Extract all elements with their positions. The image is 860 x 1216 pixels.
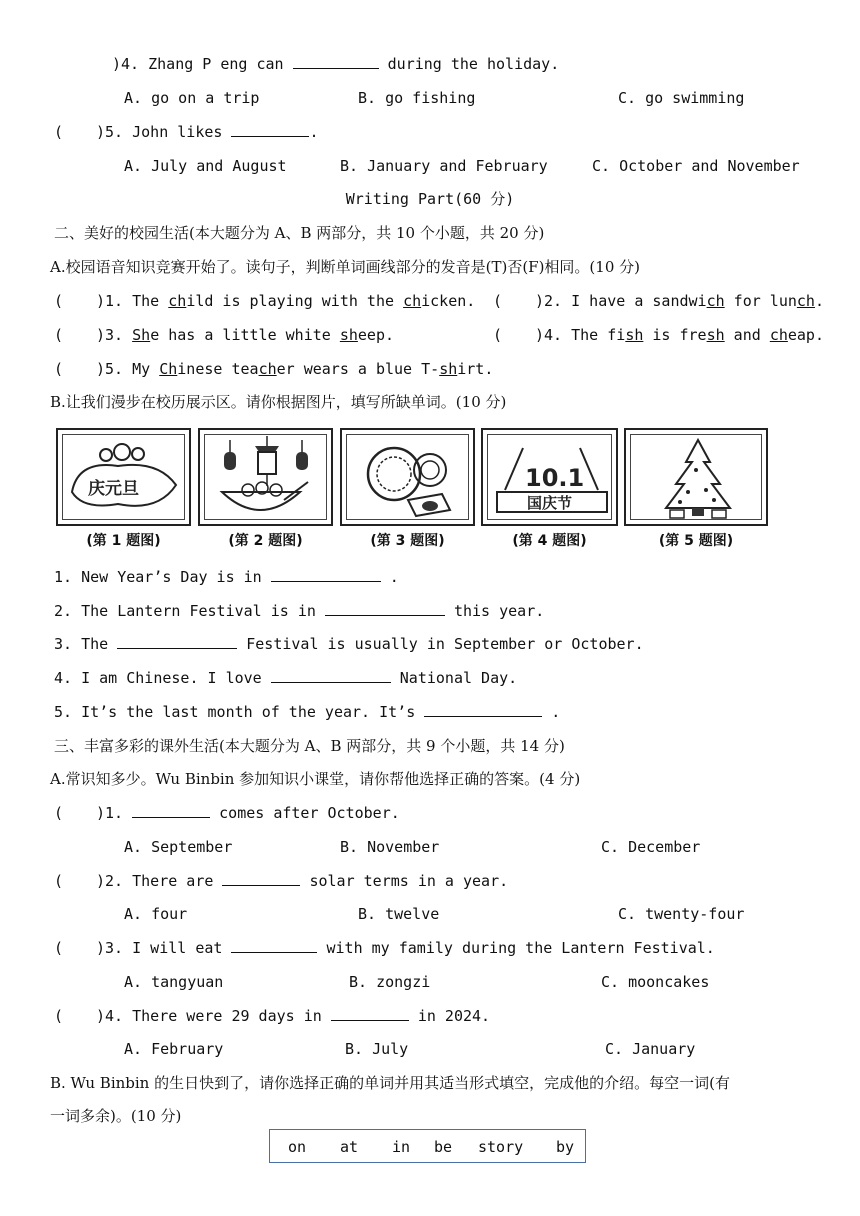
phonics-q4: )4. The fish is fresh and cheap. — [535, 326, 824, 344]
option-c: C. October and November — [592, 157, 800, 175]
word-bank-item: be — [434, 1138, 453, 1156]
national-day-number: 10.1 — [525, 464, 585, 492]
q4-line: )4. Zhang P eng can during the holiday. — [112, 55, 560, 73]
answer-blank[interactable] — [271, 668, 391, 683]
caption-2: (第 2 题图) — [228, 533, 303, 549]
option-a: A. July and August — [124, 157, 287, 175]
answer-blank[interactable] — [231, 122, 309, 137]
section2-a-title: A.校园语音知识竞赛开始了。读句子，判断单词画线部分的发音是(T)否(F)相同。(10 分) — [50, 258, 640, 276]
writing-part-title: Writing Part(60 分) — [345, 190, 515, 208]
mc-q4: )4. There were 29 days in in 2024. — [96, 1007, 491, 1025]
national-day-text: 国庆节 — [527, 494, 573, 512]
section2-b-title: B.让我们漫步在校历展示区。请你根据图片，填写所缺单词。(10 分) — [50, 393, 507, 411]
option-a: A. September — [124, 838, 233, 856]
option-c: C. twenty-four — [618, 905, 745, 923]
new-year-illustration-icon — [58, 430, 193, 528]
phonics-q5: )5. My Chinese teacher wears a blue T-shirt. — [96, 360, 494, 378]
option-a: A. February — [124, 1040, 224, 1058]
word-bank-box — [269, 1129, 586, 1163]
answer-blank[interactable] — [424, 702, 542, 717]
word-bank-item: by — [556, 1138, 575, 1156]
option-c: C. mooncakes — [601, 973, 710, 991]
caption-1: (第 1 题图) — [86, 533, 161, 549]
fill-line-4: 4. I am Chinese. I love National Day. — [54, 669, 518, 687]
phonics-q2: )2. I have a sandwich for lunch. — [535, 292, 824, 310]
caption-3: (第 3 题图) — [370, 533, 445, 549]
option-b: B. twelve — [358, 905, 440, 923]
option-b: B. July — [345, 1040, 409, 1058]
word-bank-item: in — [392, 1138, 411, 1156]
answer-paren: ( — [54, 939, 64, 957]
picture-christmas-tree — [624, 428, 768, 526]
option-c: C. go swimming — [618, 89, 745, 107]
mc-q1: )1. comes after October. — [96, 804, 400, 822]
answer-paren: ( — [54, 292, 64, 310]
christmas-tree-icon — [626, 430, 770, 528]
phonics-q1: )1. The child is playing with the chicken. — [96, 292, 476, 310]
phonics-q3: )3. She has a little white sheep. — [96, 326, 395, 344]
answer-blank[interactable] — [117, 634, 237, 649]
answer-paren: ( — [54, 1007, 64, 1025]
answer-paren: ( — [54, 872, 64, 890]
lantern-tangyuan-icon — [200, 430, 335, 528]
option-b: B. zongzi — [349, 973, 431, 991]
answer-paren: ( — [54, 804, 64, 822]
answer-paren: ( — [493, 326, 503, 344]
answer-blank[interactable] — [271, 567, 381, 582]
option-a: A. four — [124, 905, 188, 923]
fill-line-2: 2. The Lantern Festival is in this year. — [54, 602, 545, 620]
option-c: C. December — [601, 838, 701, 856]
caption-5: (第 5 题图) — [658, 533, 734, 549]
mooncake-icon — [342, 430, 477, 528]
section2-title: 二、美好的校园生活(本大题分为 A、B 两部分，共 10 个小题，共 20 分) — [54, 224, 545, 242]
answer-paren: ( — [54, 360, 64, 378]
new-year-banner-text: 庆元旦 — [88, 479, 139, 499]
option-b: B. November — [340, 838, 440, 856]
section3-b-title-cont: 一词多余)。(10 分) — [50, 1107, 182, 1125]
picture-new-year — [56, 428, 191, 526]
answer-blank[interactable] — [132, 803, 210, 818]
mc-q3: )3. I will eat with my family during the Lantern Festival. — [96, 939, 715, 957]
option-a: A. tangyuan — [124, 973, 224, 991]
fill-line-5: 5. It’s the last month of the year. It’s . — [54, 703, 561, 721]
q5-line: )5. John likes . — [96, 123, 319, 141]
word-bank-item: on — [288, 1138, 307, 1156]
answer-paren: ( — [493, 292, 503, 310]
option-a: A. go on a trip — [124, 89, 260, 107]
picture-national-day — [481, 428, 618, 526]
answer-blank[interactable] — [293, 54, 379, 69]
option-b: B. January and February — [340, 157, 548, 175]
word-bank-item: at — [340, 1138, 359, 1156]
fill-line-1: 1. New Year’s Day is in . — [54, 568, 399, 586]
answer-blank[interactable] — [222, 871, 300, 886]
word-bank-item: story — [478, 1138, 524, 1156]
section3-a-title: A.常识知多少。Wu Binbin 参加知识小课堂，请你帮他选择正确的答案。(4 分) — [50, 770, 581, 788]
answer-blank[interactable] — [325, 601, 445, 616]
option-b: B. go fishing — [358, 89, 476, 107]
answer-blank[interactable] — [331, 1006, 409, 1021]
section3-b-title: B. Wu Binbin 的生日快到了，请你选择正确的单词并用其适当形式填空，完成他的介绍。每空一词(有 — [50, 1074, 730, 1092]
answer-paren: ( — [54, 326, 64, 344]
mc-q2: )2. There are solar terms in a year. — [96, 872, 509, 890]
section3-title: 三、丰富多彩的课外生活(本大题分为 A、B 两部分，共 9 个小题，共 14 分) — [54, 737, 565, 755]
picture-mooncakes — [340, 428, 475, 526]
option-c: C. January — [605, 1040, 696, 1058]
national-day-icon — [483, 430, 620, 528]
caption-4: (第 4 题图) — [512, 533, 587, 549]
picture-lantern-festival — [198, 428, 333, 526]
answer-blank[interactable] — [231, 938, 317, 953]
answer-paren: ( — [54, 123, 64, 141]
fill-line-3: 3. The Festival is usually in September or October. — [54, 635, 644, 653]
